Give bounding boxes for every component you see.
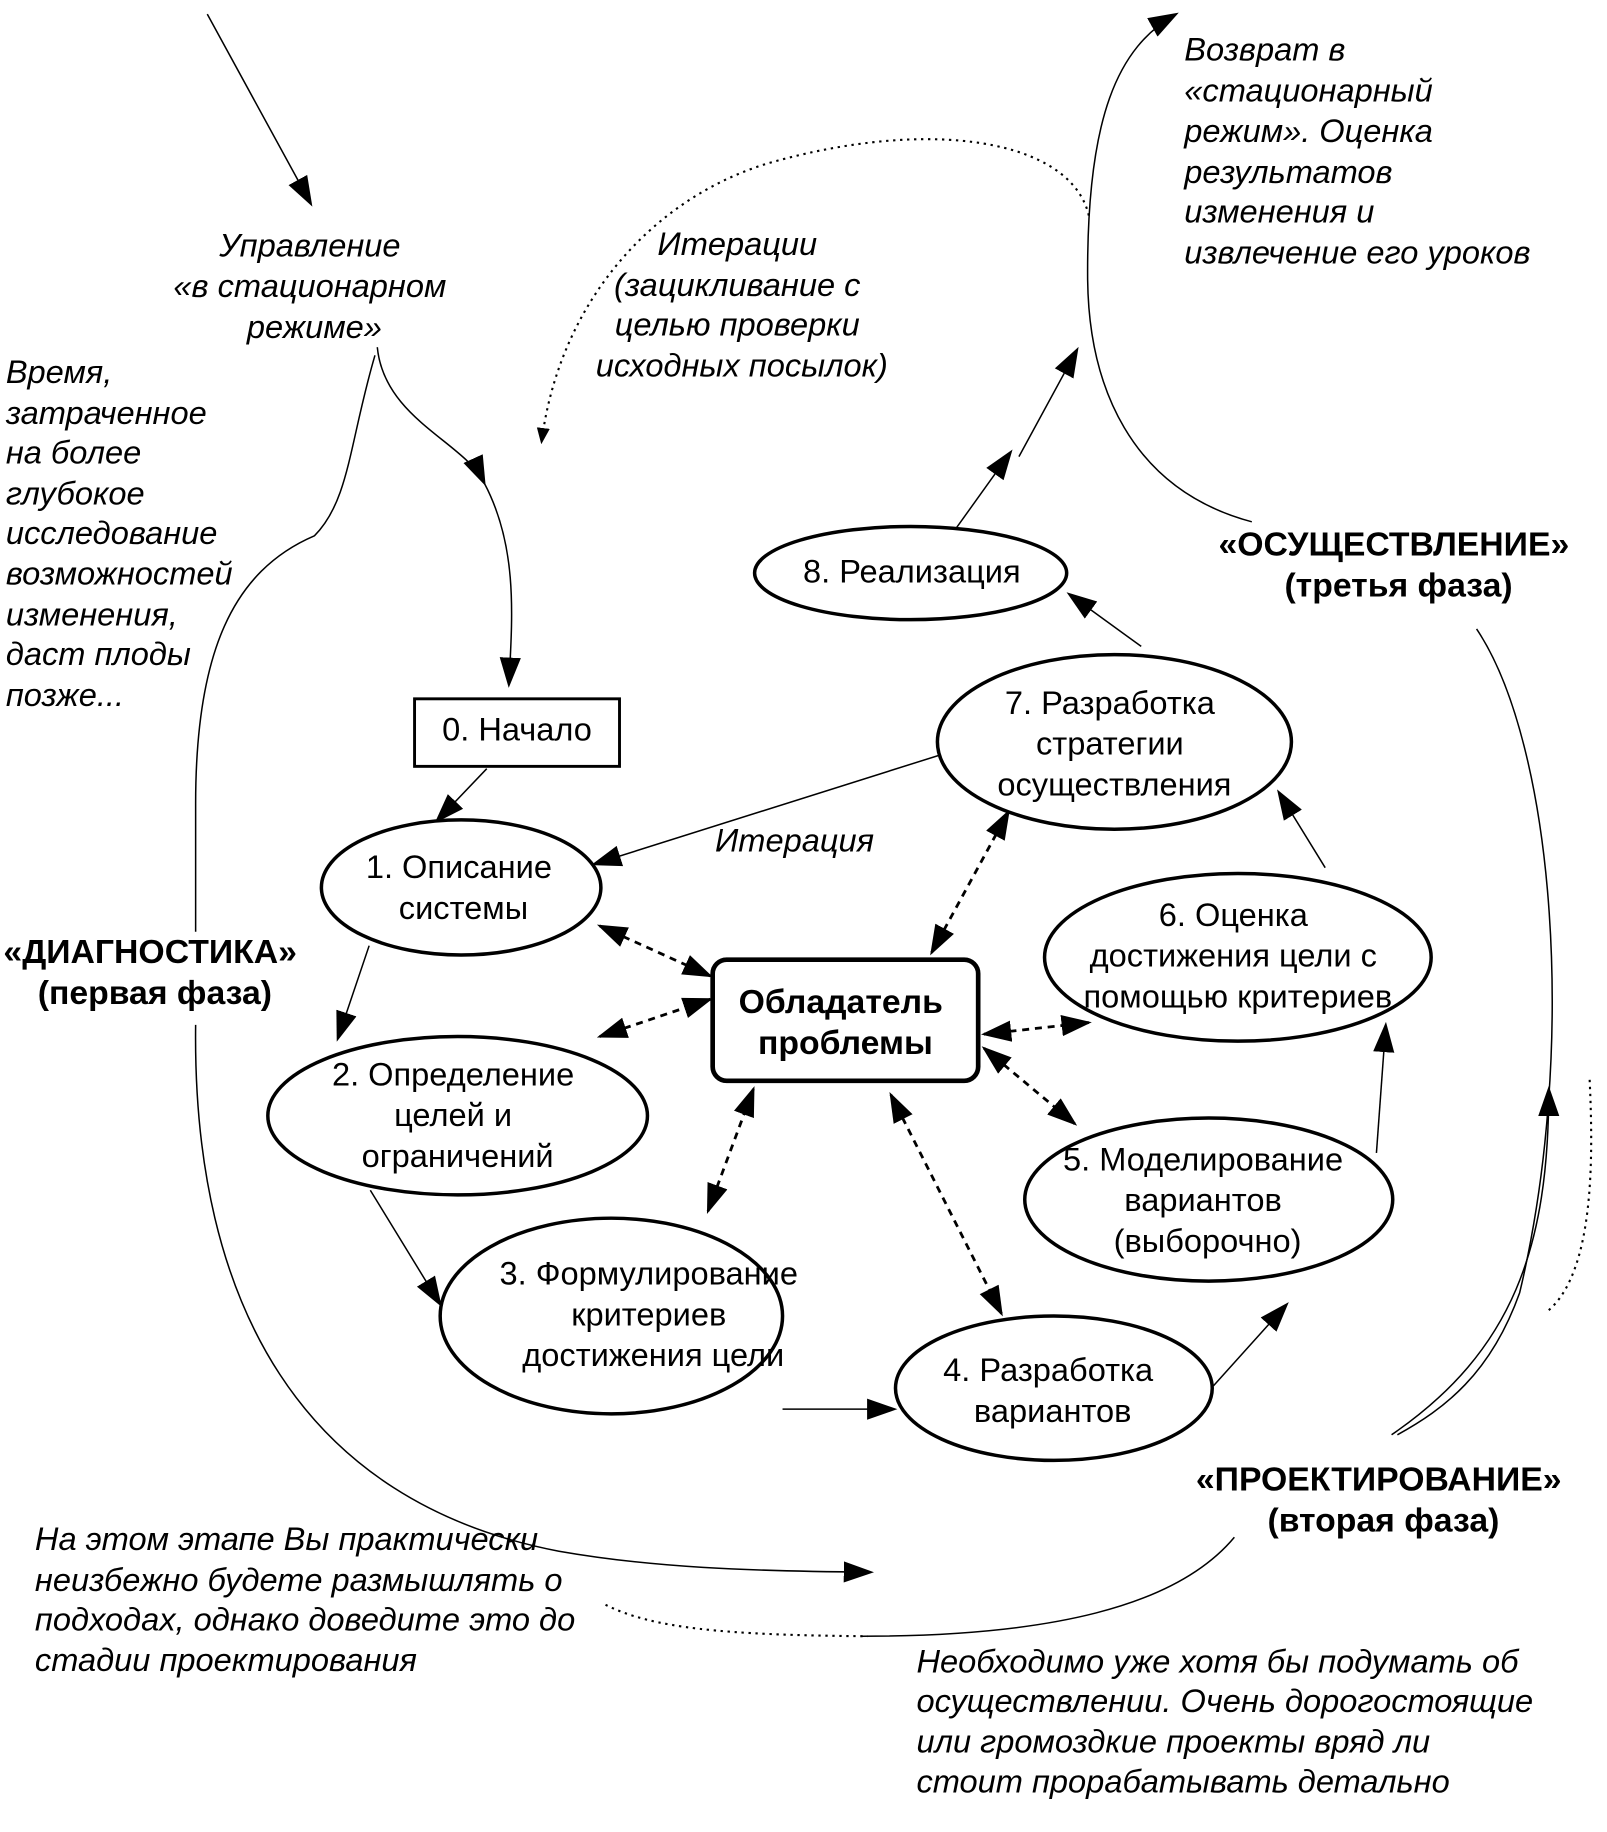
node-5-label: 5. Моделирование вариантов (выборочно) [1062,1140,1344,1259]
link-center-4 [891,1095,1002,1314]
node-1-label: 1. Описание системы [365,848,553,926]
note-iterations: Итерации (зацикливание с целью проверки исходных посылок) [595,225,888,384]
realization-up-arrow-2 [1019,349,1077,456]
node-2-label: 2. Определение целей и ограничений [331,1055,575,1174]
arrow-1-2 [338,946,369,1039]
node-8-label: 8. Реализация [802,552,1021,590]
node-0-label: 0. Начало [442,710,592,748]
bottom-right-curve [862,1537,1235,1636]
link-center-2 [600,999,711,1036]
realization-up-arrow [955,452,1011,530]
right-phase-curve [1397,629,1552,1435]
phase-diagnostics: «ДИАГНОСТИКА» (первая фаза) [3,933,297,1012]
link-center-5 [984,1048,1075,1124]
arrow-4-5 [1213,1304,1286,1386]
bottom-dotted-connector [606,1605,868,1636]
link-center-7 [932,812,1009,953]
entry-arrow [207,14,311,204]
phase-implementation: «ОСУЩЕСТВЛЕНИЕ» (третья фаза) [1218,525,1570,605]
center-label: Обладатель проблемы [738,983,943,1062]
arrow-6-7 [1279,792,1326,868]
node-3-label: 3. Формулирование критериев достижения цели [499,1254,799,1374]
note-think-implementation: Необходимо уже хотя бы подумать об осуществлении. Очень дорогостоящие или громоздкие проекты вряд ли стоит прорабатывать детально [916,1642,1534,1800]
link-center-3 [708,1089,753,1211]
node-7-label: 7. Разработка стратегии осуществления [997,683,1232,803]
link-center-6 [984,1023,1089,1035]
steady-to-start-arrow-2 [484,483,511,684]
note-return: Возврат в «стационарный режим». Оценка результатов изменения и извлечение его уроков [1184,30,1531,271]
left-phase-curve [196,355,375,931]
arrow-0-1 [437,769,487,821]
right-dotted-line [1549,1077,1591,1310]
note-iteration: Итерация [714,821,875,859]
node-1 [321,820,600,955]
node-4-label: 4. Разработка вариантов [943,1351,1154,1429]
link-center-1 [600,926,711,976]
arrow-2-3 [370,1190,440,1304]
steady-to-start-arrow [377,347,484,483]
note-steady-state: Управление «в стационарном режиме» [173,226,447,345]
design-to-right-arrow [1392,1089,1549,1435]
arrow-5-6 [1376,1025,1385,1153]
arrow-7-8 [1069,594,1141,646]
note-time-spent: Время, затраченное на более глубокое исследование возможностей изменения, даст плоды позже... [5,353,233,713]
note-approaches: На этом этапе Вы практически неизбежно будете размышлять о подходах, однако доведите это до стадии проектирования [34,1520,576,1679]
node-6-label: 6. Оценка достижения цели с помощью критериев [1083,895,1393,1015]
phase-design: «ПРОЕКТИРОВАНИЕ» (вторая фаза) [1195,1460,1562,1540]
